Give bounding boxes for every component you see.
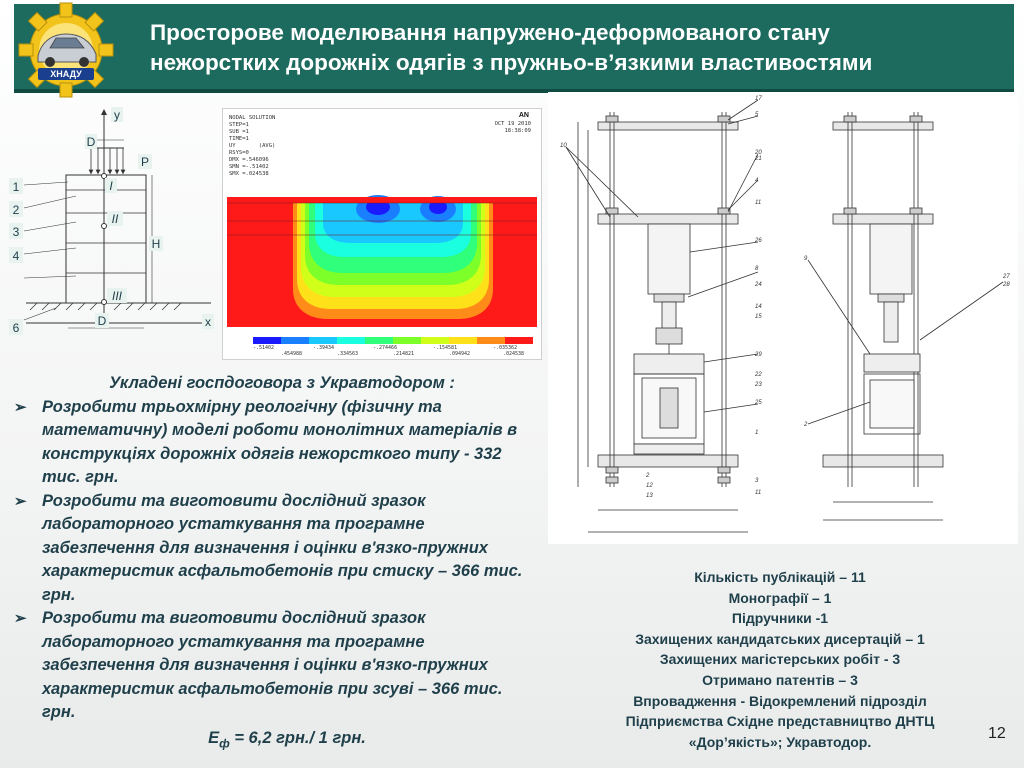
stat-line: «Дор’якість»; Укравтодор. [688,733,872,750]
contract-item-text: Розробити та виготовити дослідний зразок лабораторного устаткування та програмне забезпечення для визначення і оцінки в'язко-пружних характеристик асфальтобетонів при зсуві – 366 тис. грн. [42,609,503,721]
point-label-2: II [111,212,119,226]
legend-label: .214821 [393,351,415,357]
title-line-2: нежорстких дорожніх одягів з пружньо-в’язкими властивостями [150,50,873,75]
legend-label: .094942 [449,351,471,357]
legend-color-swatch [337,337,365,344]
callout: 9 [804,256,808,262]
page-number: 12 [988,725,1006,742]
legend-color-swatch [281,337,309,344]
callout: 14 [755,304,762,310]
label-h: H [151,237,161,251]
stat-line: Впровадження - Відокремлений підрозділ [633,692,927,709]
economic-effect [8,727,536,756]
stat-line: Кількість публікацій – 11 [694,569,866,585]
axis-x-label: x [205,315,211,329]
callout: 4 [755,178,759,184]
sim-time-line: 18:38:09 [504,128,531,134]
prykl-label: Прикл. [923,95,983,116]
legend-label: -.274466 [373,345,398,351]
fem-simulation-panel [222,108,542,360]
legend-label: -.035362 [493,345,518,351]
layer-label-3: 3 [12,225,20,239]
stat-line: Захищених кандидатських дисертацій – 1 [635,630,925,647]
callout: 13 [646,493,653,499]
callout: 26 [755,238,762,244]
callout: 23 [755,382,762,388]
pavement-layer-scheme [6,98,216,343]
layer-label-2: 2 [12,203,20,217]
callout: 25 [755,400,762,406]
label-p: P [140,155,150,169]
contracts-heading: Укладені госпдоговора з Укравтодором : [109,374,455,392]
callout: 1 [755,430,759,436]
sim-line: SMN =-.51402 [229,164,269,170]
achievements-stats [580,567,980,752]
sim-line: NODAL SOLUTION [229,115,276,121]
legend-label: .454988 [281,351,303,357]
callout: 28 [1003,282,1010,288]
stat-line: Підприємства Східне представництво ДНТЦ [625,713,935,730]
test-rig-drawing [548,92,1018,544]
callout: 10 [560,143,567,149]
point-label-3: III [111,289,123,303]
legend-label: .334563 [337,351,359,357]
callout: 12 [646,483,653,489]
sim-line: TIME=1 [229,136,249,142]
legend-label: -.154581 [433,345,458,351]
legend-color-swatch [253,337,281,344]
callout: 11 [755,200,762,206]
callout: 11 [755,490,762,496]
sim-line: DMX =.546096 [229,157,269,163]
label-d-top: D [86,135,96,149]
contract-item [8,490,536,608]
displacement-contour-plot [223,109,541,359]
legend-color-swatch [421,337,449,344]
title-line-1: Просторове моделювання напружено-деформованого стану [150,20,830,45]
callout: 15 [755,314,762,320]
label-d-bottom: D [97,314,107,328]
stat-line: Підручники -1 [731,610,829,627]
contract-item-text: Розробити та виготовити дослідний зразок лабораторного устаткування та програмне забезпечення для визначення і оцінки в'язко-пружних характеристик асфальтобетонів при стиску – 366 тис. грн. [42,491,523,604]
legend-label: -.39434 [313,345,335,351]
callout: 3 [755,478,759,484]
layer-label-4: 4 [12,249,20,263]
stat-line: Монографії – 1 [728,589,832,606]
stat-line: Захищених магістерських робіт - 3 [659,651,901,668]
callout: 29 [755,352,762,358]
arrow-bullet-icon: ➢ [14,492,27,510]
legend-label: -.51402 [253,345,275,351]
sim-date-line: OCT 19 2010 [494,121,531,127]
sim-line: UY (AVG) [229,143,276,149]
sim-line: RSYS=0 [229,150,249,156]
callout: 21 [755,156,762,162]
axis-y-label: y [114,108,120,122]
sim-line: STEP=1 [229,122,249,128]
contract-item-text: Розробити трьохмірну реологічну (фізичну та математичну) моделі роботи монолітних матеріалів в конструкціях дорожніх одягів нежорсткого типу - 332 тис. грн. [42,397,518,486]
slide-title [150,18,1000,78]
layer-label-6: 6 [12,321,20,335]
callout: 2 [646,473,650,479]
arrow-bullet-icon: ➢ [14,610,27,627]
sim-line: SMX =.024538 [229,171,269,177]
legend-color-swatch [365,337,393,344]
stat-line: Отримано патентів – 3 [702,671,858,688]
legend-label: .024538 [503,351,525,357]
eff-symbol: Е [208,728,220,747]
arrow-bullet-icon: ➢ [14,398,27,416]
callout: 20 [755,150,762,156]
layer-label-1: 1 [12,180,20,194]
logo-text: ХНАДУ [50,69,82,79]
eff-subscript: ф [219,735,230,750]
ansys-logo: AN [518,112,529,119]
legend-color-swatch [449,337,477,344]
callout: 5 [755,112,759,118]
legend-color-swatch [309,337,337,344]
eff-value: = 6,2 грн./ 1 грн. [229,728,366,747]
callout: 22 [755,372,762,378]
contract-item [8,607,536,725]
contracts-list [8,372,536,755]
point-label-1: I [109,179,113,193]
university-logo [4,0,122,100]
contract-item [8,396,536,490]
callout: 17 [755,96,762,102]
legend-color-swatch [505,337,533,344]
callout: 27 [1003,274,1010,280]
callout: 2 [804,422,808,428]
callout: 24 [755,282,762,288]
callout: 8 [755,266,759,272]
sim-line: SUB =1 [229,129,249,135]
legend-color-swatch [393,337,421,344]
legend-color-swatch [477,337,505,344]
